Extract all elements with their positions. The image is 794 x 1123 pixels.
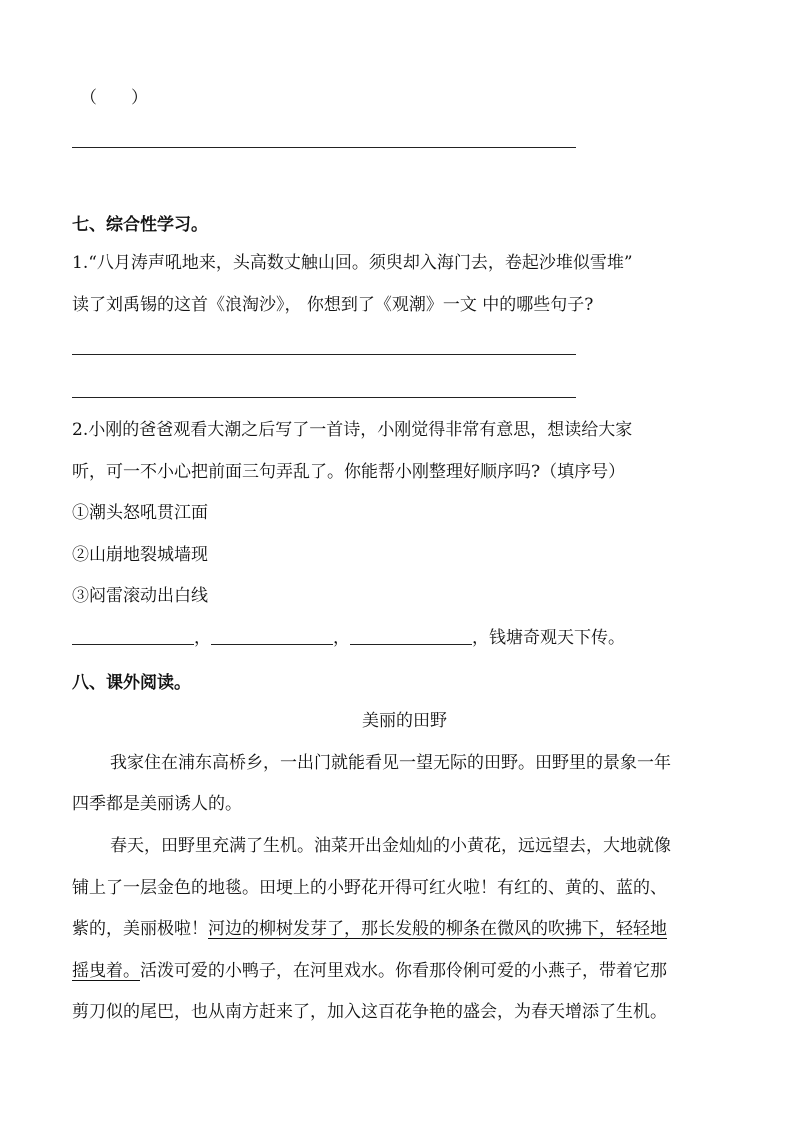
line-4-text: 活泼可爱的小鸭子，在河里戏水。你看那伶俐可爱的小燕子，带着它那 — [140, 961, 667, 981]
question-2-line-1: 2.小刚的爸爸观看大潮之后写了一首诗，小刚觉得非常有意思，想读给大家 — [72, 420, 633, 440]
section-heading-8: 八、课外阅读。 — [72, 673, 191, 693]
passage-title: 美丽的田野 — [362, 711, 447, 731]
option-1: ①潮头怒吼贯江面 — [72, 503, 208, 523]
section-heading-7: 七、综合性学习。 — [72, 215, 208, 235]
answer-line[interactable] — [72, 147, 576, 148]
ordering-answer-row — [72, 626, 625, 650]
poem-final-line: ，钱塘奇观天下传。 — [472, 628, 625, 648]
underlined-sentence-end: 摇曳着。 — [72, 961, 140, 981]
paragraph-2-line-5: 剪刀似的尾巴，也从南方赶来了，加入这百花争艳的盛会，为春天增添了生机。 — [72, 1002, 667, 1022]
paragraph-1-line-2: 四季都是美丽诱人的。 — [72, 794, 242, 814]
order-blank-2[interactable] — [211, 626, 333, 645]
paragraph-2-line-4 — [72, 959, 667, 983]
order-blank-1[interactable] — [72, 626, 194, 645]
paragraph-2-line-3 — [72, 917, 667, 941]
answer-line-q1-b[interactable] — [72, 397, 576, 398]
comma-1: ， — [194, 628, 211, 648]
option-3: ③闷雷滚动出白线 — [72, 586, 208, 606]
question-2-line-2: 听，可一不小心把前面三句弄乱了。你能帮小刚整理好顺序吗?（填序号） — [72, 462, 626, 482]
paragraph-2-line-2: 铺上了一层金色的地毯。田埂上的小野花开得可红火啦！有红的、黄的、蓝的、 — [72, 878, 667, 898]
paragraph-1-line-1: 我家住在浦东高桥乡，一出门就能看见一望无际的田野。田野里的景象一年 — [110, 753, 671, 773]
question-1-line-1: 1.“八月涛声吼地来，头高数丈触山回。须臾却入海门去，卷起沙堆似雪堆” — [72, 253, 633, 273]
comma-2: ， — [333, 628, 350, 648]
option-2: ②山崩地裂城墙现 — [72, 545, 208, 565]
underlined-sentence: 河边的柳树发芽了，那长发般的柳条在微风的吹拂下，轻轻地 — [208, 919, 667, 939]
answer-parentheses: （ ） — [80, 88, 148, 108]
order-blank-3[interactable] — [350, 626, 472, 645]
paragraph-2-line-1: 春天，田野里充满了生机。油菜开出金灿灿的小黄花，远远望去，大地就像 — [110, 836, 671, 856]
question-1-line-2: 读了刘禹锡的这首《浪淘沙》， 你想到了《观潮》一文 中的哪些句子? — [72, 295, 594, 315]
line-3-text: 紫的，美丽极啦！ — [72, 919, 208, 939]
answer-line-q1-a[interactable] — [72, 354, 576, 355]
